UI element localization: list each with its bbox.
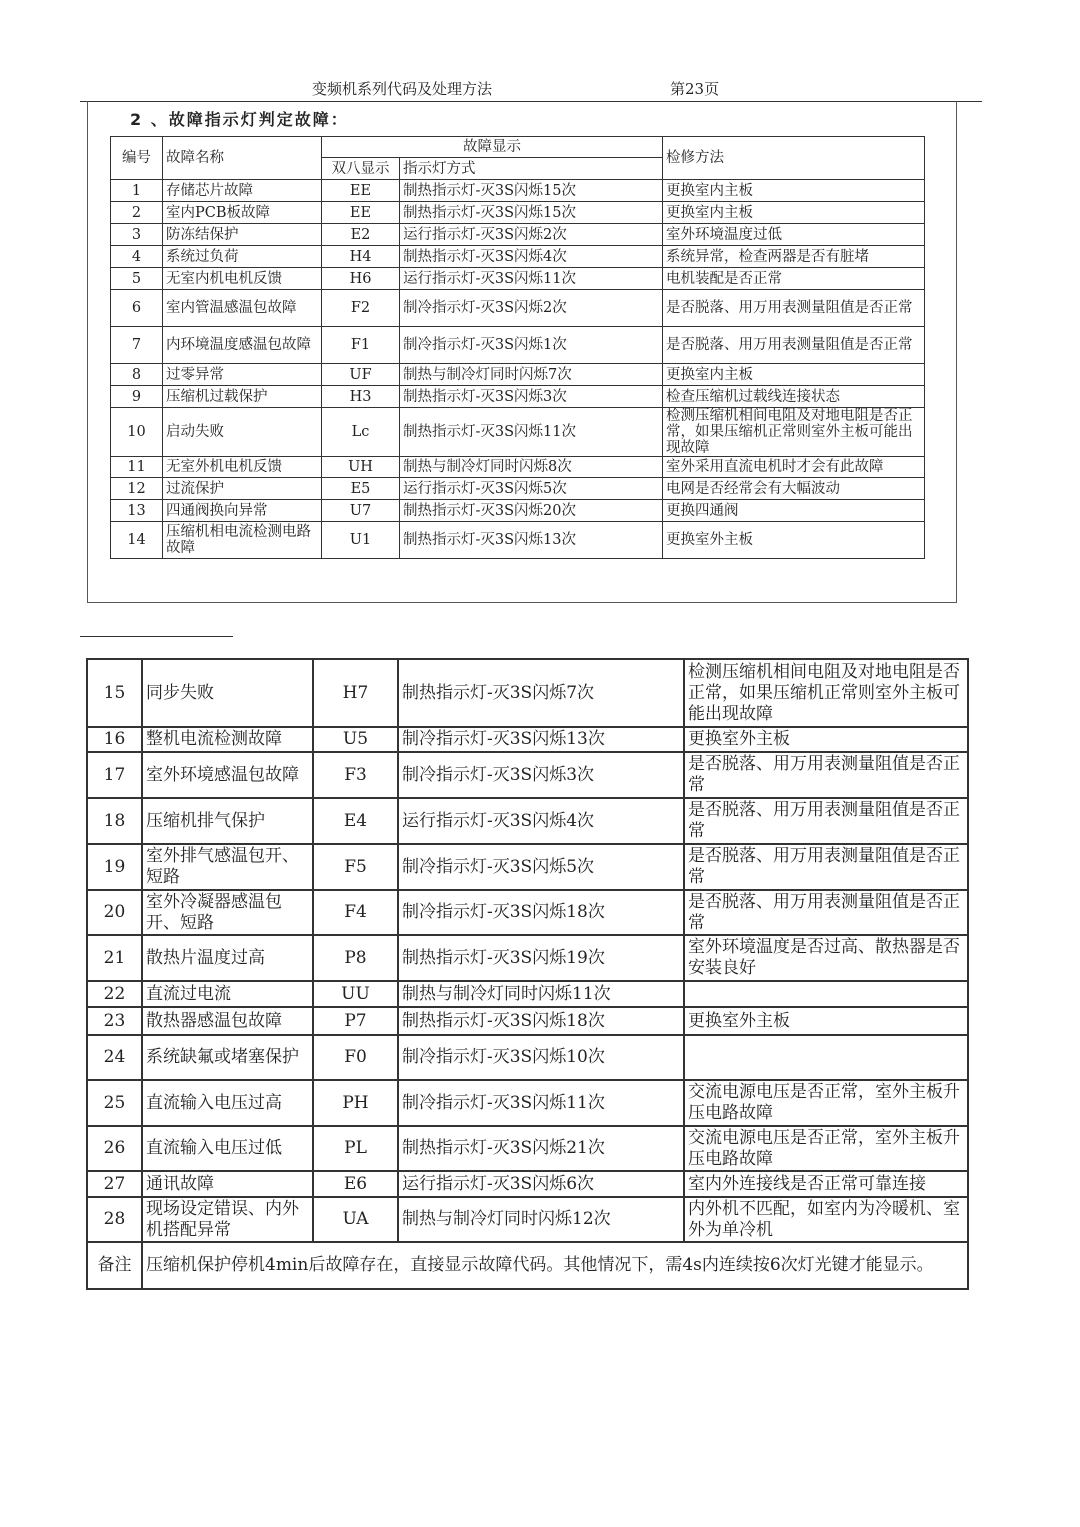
cell-repair: 更换室内主板 [663, 364, 925, 386]
cell-indicator: 制热指示灯-灭3S闪烁20次 [400, 500, 663, 522]
cell-name: 直流输入电压过高 [142, 1080, 313, 1126]
table-row [87, 752, 968, 798]
table-row [111, 457, 925, 478]
cell-code: UU [313, 981, 398, 1007]
cell-repair: 检测压缩机相间电阻及对地电阻是否正常，如果压缩机正常则室外主板可能出现故障 [684, 659, 968, 727]
cell-code: Lc [322, 408, 400, 457]
table-row [87, 981, 968, 1007]
cell-indicator: 运行指示灯-灭3S闪烁2次 [400, 224, 663, 246]
cell-code: F2 [322, 290, 400, 327]
cell-code: E6 [313, 1171, 398, 1197]
cell-no: 22 [87, 981, 142, 1007]
cell-indicator: 制热与制冷灯同时闪烁11次 [398, 981, 684, 1007]
cell-code: H7 [313, 659, 398, 727]
cell-no: 17 [87, 752, 142, 798]
table-row [87, 659, 968, 727]
cell-name: 同步失败 [142, 659, 313, 727]
table-row [111, 224, 925, 246]
cell-indicator: 制冷指示灯-灭3S闪烁18次 [398, 890, 684, 935]
section-title: 2 、故障指示灯判定故障： [130, 110, 349, 129]
cell-code: F3 [313, 752, 398, 798]
cell-indicator: 制热指示灯-灭3S闪烁19次 [398, 935, 684, 981]
fault-table-2 [86, 658, 969, 1290]
table-row [111, 246, 925, 268]
cell-repair: 更换室内主板 [663, 180, 925, 202]
cell-code: UH [322, 457, 400, 478]
cell-repair: 室外环境温度是否过高、散热器是否安装良好 [684, 935, 968, 981]
cell-repair: 更换室外主板 [684, 727, 968, 752]
cell-name: 无室内机电机反馈 [163, 268, 322, 290]
remark-label: 备注 [87, 1242, 142, 1289]
cell-no: 25 [87, 1080, 142, 1126]
cell-code: EE [322, 180, 400, 202]
cell-name: 压缩机相电流检测电路故障 [163, 522, 322, 559]
cell-indicator: 制热与制冷灯同时闪烁7次 [400, 364, 663, 386]
cell-repair: 电网是否经常会有大幅波动 [663, 478, 925, 500]
cell-no: 16 [87, 727, 142, 752]
table-row [111, 202, 925, 224]
cell-no: 24 [87, 1035, 142, 1080]
table-row [87, 1171, 968, 1197]
cell-repair: 更换四通阀 [663, 500, 925, 522]
cell-code: E5 [322, 478, 400, 500]
cell-repair: 系统异常，检查两器是否有脏堵 [663, 246, 925, 268]
cell-no: 2 [111, 202, 163, 224]
table-row [87, 1126, 968, 1171]
cell-indicator: 制热指示灯-灭3S闪烁15次 [400, 202, 663, 224]
cell-name: 通讯故障 [142, 1171, 313, 1197]
header-indicator-mode: 指示灯方式 [400, 158, 663, 180]
cell-no: 15 [87, 659, 142, 727]
cell-repair: 更换室外主板 [684, 1007, 968, 1035]
cell-code: PL [313, 1126, 398, 1171]
cell-indicator: 运行指示灯-灭3S闪烁4次 [398, 798, 684, 844]
cell-no: 23 [87, 1007, 142, 1035]
page-number: 第23页 [670, 80, 720, 98]
cell-no: 8 [111, 364, 163, 386]
header-repair-method: 检修方法 [663, 137, 925, 180]
table-row [87, 935, 968, 981]
cell-indicator: 运行指示灯-灭3S闪烁5次 [400, 478, 663, 500]
cell-no: 11 [111, 457, 163, 478]
cell-indicator: 制冷指示灯-灭3S闪烁2次 [400, 290, 663, 327]
cell-repair: 是否脱落、用万用表测量阻值是否正常 [663, 327, 925, 364]
cell-code: E2 [322, 224, 400, 246]
cell-repair: 检查压缩机过载线连接状态 [663, 386, 925, 408]
cell-indicator: 制冷指示灯-灭3S闪烁1次 [400, 327, 663, 364]
cell-indicator: 制冷指示灯-灭3S闪烁11次 [398, 1080, 684, 1126]
table-row [111, 327, 925, 364]
cell-code: U5 [313, 727, 398, 752]
cell-code: UF [322, 364, 400, 386]
cell-name: 室外冷凝器感温包开、短路 [142, 890, 313, 935]
header-fault-display: 故障显示 [322, 137, 663, 158]
cell-no: 3 [111, 224, 163, 246]
remark-row [87, 1242, 968, 1289]
cell-name: 内环境温度感温包故障 [163, 327, 322, 364]
cell-name: 整机电流检测故障 [142, 727, 313, 752]
table-row [111, 180, 925, 202]
table-row [87, 890, 968, 935]
table-row [111, 386, 925, 408]
cell-repair: 是否脱落、用万用表测量阻值是否正常 [684, 844, 968, 890]
cell-code: E4 [313, 798, 398, 844]
cell-indicator: 制冷指示灯-灭3S闪烁5次 [398, 844, 684, 890]
cell-repair [684, 1035, 968, 1080]
cell-name: 四通阀换向异常 [163, 500, 322, 522]
cell-indicator: 制冷指示灯-灭3S闪烁3次 [398, 752, 684, 798]
cell-indicator: 制热指示灯-灭3S闪烁18次 [398, 1007, 684, 1035]
fault-table-1-body [111, 180, 925, 559]
cell-code: U1 [322, 522, 400, 559]
cell-no: 1 [111, 180, 163, 202]
cell-no: 27 [87, 1171, 142, 1197]
cell-no: 18 [87, 798, 142, 844]
cell-name: 防冻结保护 [163, 224, 322, 246]
cell-no: 9 [111, 386, 163, 408]
table-row [111, 268, 925, 290]
cell-indicator: 制热指示灯-灭3S闪烁4次 [400, 246, 663, 268]
cell-repair [684, 981, 968, 1007]
cell-indicator: 制热与制冷灯同时闪烁12次 [398, 1197, 684, 1242]
table-row [87, 1197, 968, 1242]
cell-name: 系统缺氟或堵塞保护 [142, 1035, 313, 1080]
cell-no: 19 [87, 844, 142, 890]
page-header [80, 76, 982, 102]
cell-indicator: 制热与制冷灯同时闪烁8次 [400, 457, 663, 478]
header-double-eight: 双八显示 [322, 158, 400, 180]
cell-name: 直流过电流 [142, 981, 313, 1007]
cell-name: 直流输入电压过低 [142, 1126, 313, 1171]
cell-code: H3 [322, 386, 400, 408]
cell-no: 21 [87, 935, 142, 981]
table-row [111, 364, 925, 386]
cell-name: 无室外机电机反馈 [163, 457, 322, 478]
cell-code: F5 [313, 844, 398, 890]
cell-no: 5 [111, 268, 163, 290]
fault-table-2-body [87, 659, 968, 1289]
table-row [111, 478, 925, 500]
table-row [87, 844, 968, 890]
table-row [87, 798, 968, 844]
cell-repair: 交流电源电压是否正常，室外主板升压电路故障 [684, 1126, 968, 1171]
cell-code: UA [313, 1197, 398, 1242]
cell-code: F4 [313, 890, 398, 935]
cell-repair: 交流电源电压是否正常，室外主板升压电路故障 [684, 1080, 968, 1126]
cell-repair: 室内外连接线是否正常可靠连接 [684, 1171, 968, 1197]
cell-indicator: 制热指示灯-灭3S闪烁15次 [400, 180, 663, 202]
cell-indicator: 制热指示灯-灭3S闪烁11次 [400, 408, 663, 457]
header-no: 编号 [111, 137, 163, 180]
table-row [87, 1080, 968, 1126]
cell-name: 现场设定错误、内外机搭配异常 [142, 1197, 313, 1242]
cell-name: 启动失败 [163, 408, 322, 457]
table-row [111, 408, 925, 457]
cell-repair: 电机装配是否正常 [663, 268, 925, 290]
cell-name: 过零异常 [163, 364, 322, 386]
cell-indicator: 运行指示灯-灭3S闪烁11次 [400, 268, 663, 290]
cell-name: 过流保护 [163, 478, 322, 500]
cell-repair: 室外采用直流电机时才会有此故障 [663, 457, 925, 478]
cell-repair: 内外机不匹配，如室内为冷暖机、室外为单冷机 [684, 1197, 968, 1242]
cell-name: 室内PCB板故障 [163, 202, 322, 224]
cell-indicator: 运行指示灯-灭3S闪烁6次 [398, 1171, 684, 1197]
cell-code: H4 [322, 246, 400, 268]
cell-code: H6 [322, 268, 400, 290]
cell-code: F1 [322, 327, 400, 364]
cell-name: 室内管温感温包故障 [163, 290, 322, 327]
cell-no: 26 [87, 1126, 142, 1171]
cell-repair: 是否脱落、用万用表测量阻值是否正常 [663, 290, 925, 327]
table-row [87, 727, 968, 752]
cell-no: 14 [111, 522, 163, 559]
cell-repair: 室外环境温度过低 [663, 224, 925, 246]
cell-name: 压缩机排气保护 [142, 798, 313, 844]
cell-code: F0 [313, 1035, 398, 1080]
table-row [111, 522, 925, 559]
cell-indicator: 制热指示灯-灭3S闪烁21次 [398, 1126, 684, 1171]
cell-name: 系统过负荷 [163, 246, 322, 268]
cell-no: 28 [87, 1197, 142, 1242]
table-row [111, 500, 925, 522]
footnote-divider [80, 636, 233, 637]
header-fault-name: 故障名称 [163, 137, 322, 180]
remark-text: 压缩机保护停机4min后故障存在，直接显示故障代码。其他情况下，需4s内连续按6次灯光键才能显示。 [142, 1242, 968, 1289]
cell-name: 散热片温度过高 [142, 935, 313, 981]
cell-repair: 更换室内主板 [663, 202, 925, 224]
cell-name: 室外排气感温包开、短路 [142, 844, 313, 890]
cell-indicator: 制冷指示灯-灭3S闪烁10次 [398, 1035, 684, 1080]
cell-indicator: 制热指示灯-灭3S闪烁13次 [400, 522, 663, 559]
cell-repair: 更换室外主板 [663, 522, 925, 559]
cell-no: 7 [111, 327, 163, 364]
cell-no: 13 [111, 500, 163, 522]
cell-code: EE [322, 202, 400, 224]
table-row [111, 290, 925, 327]
cell-code: P7 [313, 1007, 398, 1035]
table-row [87, 1035, 968, 1080]
cell-no: 10 [111, 408, 163, 457]
cell-repair: 是否脱落、用万用表测量阻值是否正常 [684, 798, 968, 844]
cell-repair: 是否脱落、用万用表测量阻值是否正常 [684, 890, 968, 935]
cell-name: 室外环境感温包故障 [142, 752, 313, 798]
cell-no: 12 [111, 478, 163, 500]
cell-repair: 检测压缩机相间电阻及对地电阻是否正常，如果压缩机正常则室外主板可能出现故障 [663, 408, 925, 457]
cell-name: 压缩机过载保护 [163, 386, 322, 408]
cell-no: 4 [111, 246, 163, 268]
cell-name: 存储芯片故障 [163, 180, 322, 202]
fault-table-1 [110, 136, 925, 559]
cell-indicator: 制热指示灯-灭3S闪烁7次 [398, 659, 684, 727]
cell-name: 散热器感温包故障 [142, 1007, 313, 1035]
cell-code: PH [313, 1080, 398, 1126]
cell-indicator: 制冷指示灯-灭3S闪烁13次 [398, 727, 684, 752]
table-row [87, 1007, 968, 1035]
cell-indicator: 制热指示灯-灭3S闪烁3次 [400, 386, 663, 408]
cell-repair: 是否脱落、用万用表测量阻值是否正常 [684, 752, 968, 798]
cell-code: P8 [313, 935, 398, 981]
cell-code: U7 [322, 500, 400, 522]
cell-no: 20 [87, 890, 142, 935]
cell-no: 6 [111, 290, 163, 327]
document-title: 变频机系列代码及处理方法 [312, 80, 493, 98]
